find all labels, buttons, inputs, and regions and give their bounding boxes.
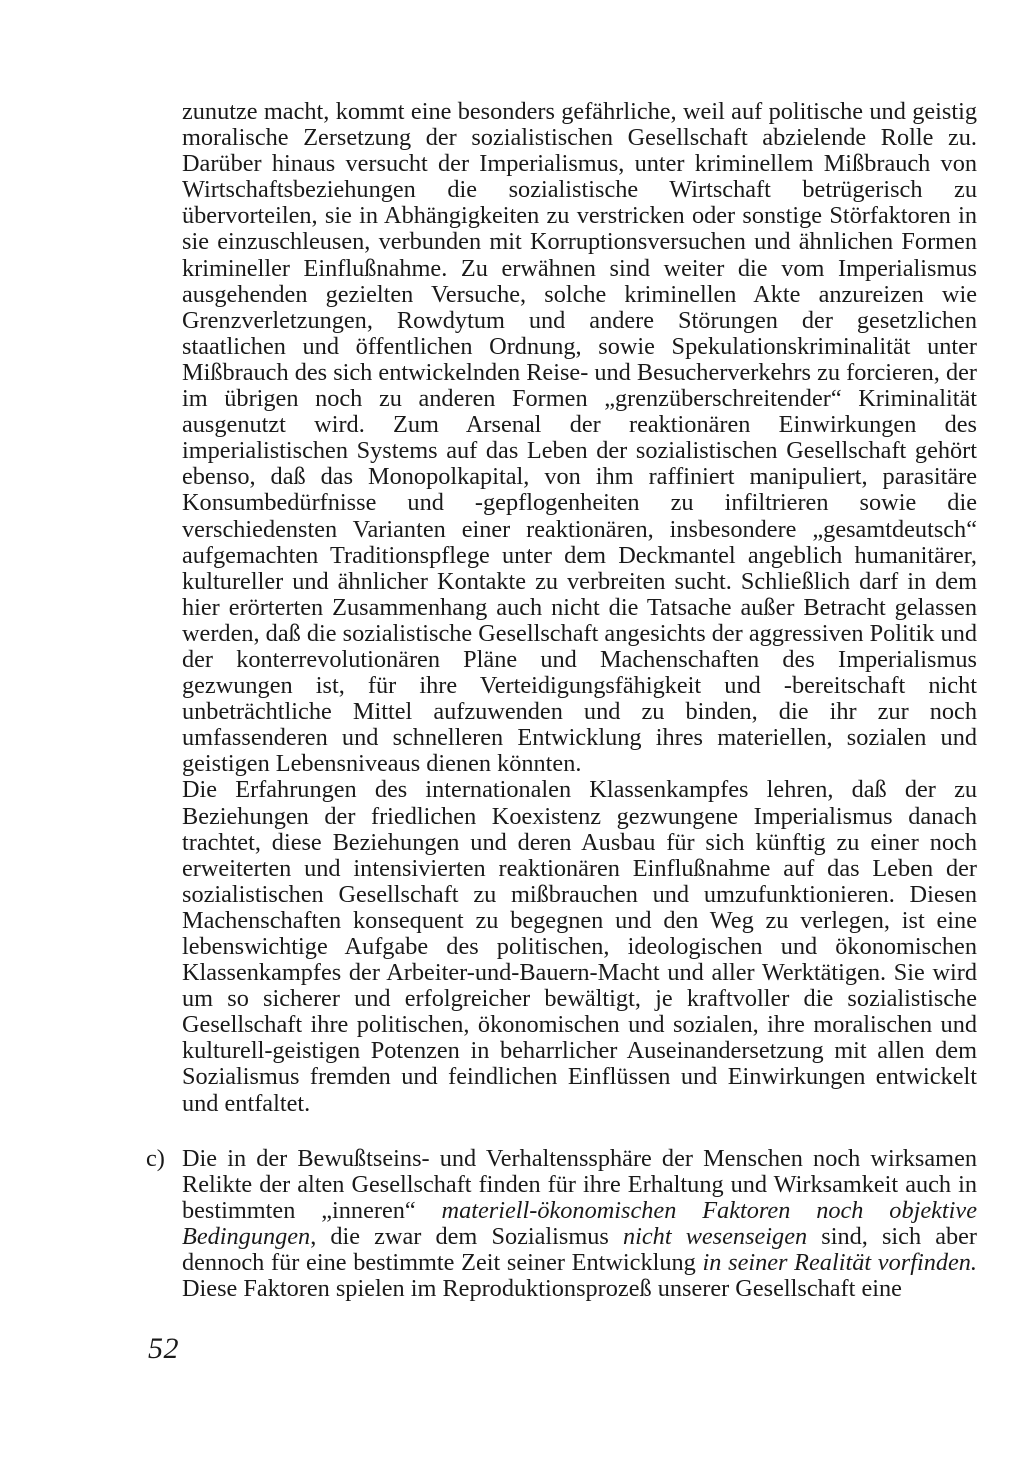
text-run: Diese Faktoren spielen im Reproduktionsprozeß unserer Gesellschaft eine <box>182 1275 902 1303</box>
paragraph: Die Erfahrungen des internationalen Klassenkampfes lehren, daß der zu Beziehungen der friedlichen Koexistenz gezwungene Imperialismus danach trachtet, diese Beziehungen und deren Ausbau für sich künftig zu einer noch erweiterten und intensivierten reaktionären Einflußnahme auf das Leben der sozialistischen Gesellschaft zu mißbrauchen und umzufunktionieren. Diesen Machenschaften konsequent zu begegnen und den Weg zu verlegen, ist eine lebenswichtige Aufgabe des politischen, ideologischen und ökonomischen Klassenkampfes der Arbeiter-und-Bauern-Macht und aller Werktätigen. Sie wird um so sicherer und erfolgreicher bewältigt, je kraftvoller die sozialistische Gesellschaft ihre politischen, ökonomischen und sozialen, ihre moralischen und kulturell-geistigen Potenzen in beharrlicher Auseinandersetzung mit allen dem Sozialismus fremden und feindlichen Einflüssen und Einwirkungen entwickelt und entfaltet. <box>182 776 977 1117</box>
list-marker: c) <box>146 1145 165 1172</box>
list-item-text <box>182 1146 977 1303</box>
page-number: 52 <box>148 1332 179 1365</box>
list-item-c <box>146 1146 977 1303</box>
paragraph: zunutze macht, kommt eine besonders gefährliche, weil auf politische und geistig moralische Zersetzung der sozialistischen Gesellschaft abzielende Rolle zu. Darüber hinaus versucht der Imperialismus, unter kriminellem Mißbrauch von Wirtschaftsbeziehungen die sozialistische Wirtschaft betrügerisch zu übervorteilen, sie in Abhängigkeiten zu verstricken oder sonstige Störfaktoren in sie einzuschleusen, verbunden mit Korruptionsversuchen und ähnlichen Formen krimineller Einflußnahme. Zu erwähnen sind weiter die vom Imperialismus ausgehenden gezielten Versuche, solche kriminellen Akte anzureizen wie Grenzverletzungen, Rowdytum und andere Störungen der gesetzlichen staatlichen und öffentlichen Ordnung, sowie Spekulationskriminalität unter Mißbrauch des sich entwickelnden Reise- und Besucherverkehrs zu forcieren, der im übrigen noch zu anderen Formen „grenzüberschreitender“ Kriminalität ausgenutzt wird. Zum Arsenal der reaktionären Einwirkungen des imperialistischen Systems auf das Leben der sozialistischen Gesellschaft gehört ebenso, daß das Monopolkapital, von ihm raffiniert manipuliert, parasitäre Konsumbedürfnisse und -gepflogenheiten zu infiltrieren sowie die verschiedensten Varianten einer reaktionären, insbesondere „gesamtdeutsch“ aufgemachten Traditionspflege unter dem Deckmantel angeblich humanitärer, kultureller und ähnlicher Kontakte zu verbreiten sucht. Schließlich darf in dem hier erörterten Zusammenhang auch nicht die Tatsache außer Betracht gelassen werden, daß die sozialistische Gesellschaft angesichts der aggressiven Politik und der konterrevolutionären Pläne und Machenschaften des Imperialismus gezwungen ist, für ihre Verteidigungsfähigkeit und -bereitschaft nicht unbeträchtliche Mittel aufzuwenden und zu binden, die ihr zur noch umfassenderen und schnelleren Entwicklung ihres materiellen, sozialen und geistigen Lebensniveaus dienen könnten. <box>182 98 977 778</box>
text-run: sind, sich aber dennoch für eine bestimmte Zeit seiner Entwicklung <box>182 1223 978 1277</box>
body-text <box>182 99 977 1117</box>
text-run: Die in der Bewußtseins- und Verhaltenssphäre der Menschen noch wirksamen Relikte der alten Gesellschaft finden für ihre Erhaltung und Wirksamkeit auch in bestimmten „inneren“ <box>182 1145 977 1225</box>
emphasis-text: materiell-ökonomischen Faktoren noch objektive Bedingungen <box>182 1197 977 1251</box>
emphasis-text: in seiner Realität vorfinden. <box>702 1249 977 1277</box>
text-run: , die zwar dem Sozialismus <box>310 1223 623 1251</box>
emphasis-text: nicht wesenseigen <box>623 1223 808 1251</box>
